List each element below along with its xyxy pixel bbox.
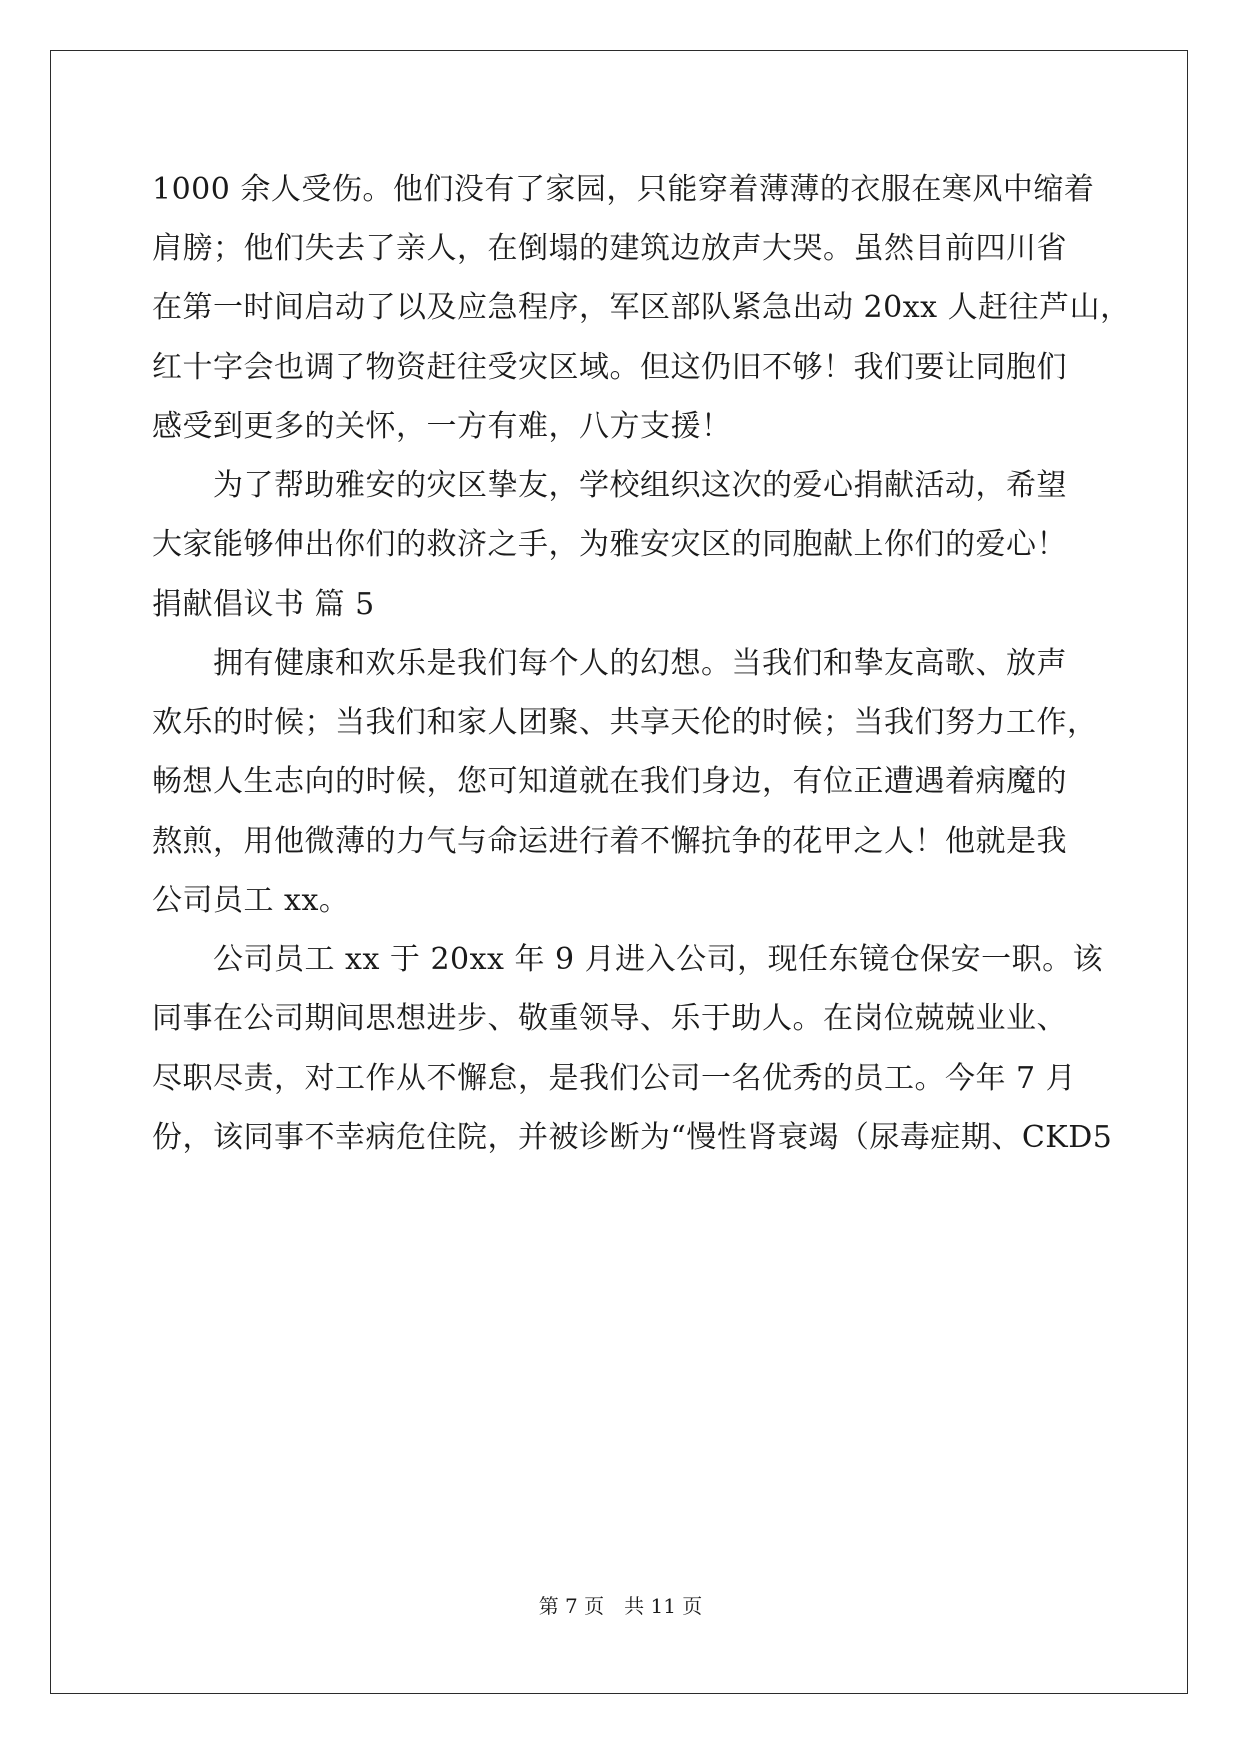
body-line-12: 熬煎，用他微薄的力气与命运进行着不懈抗争的花甲之人！他就是我	[152, 824, 1067, 859]
section-heading: 捐献倡议书 篇 5	[152, 587, 375, 622]
body-line-7: 大家能够伸出你们的救济之手，为雅安灾区的同胞献上你们的爱心！	[152, 527, 1067, 562]
body-line-11: 畅想人生志向的时候，您可知道就在我们身边，有位正遭遇着病魔的	[152, 764, 1067, 799]
page-footer: 第 7 页 共 11 页	[538, 1594, 703, 1618]
body-line-14: 公司员工 xx 于 20xx 年 9 月进入公司，现任东镜仓保安一职。该	[152, 942, 1104, 977]
body-line-9: 拥有健康和欢乐是我们每个人的幻想。当我们和挚友高歌、放声	[152, 646, 1067, 681]
body-line-15: 同事在公司期间思想进步、敬重领导、乐于助人。在岗位兢兢业业、	[152, 1001, 1067, 1036]
body-line-6: 为了帮助雅安的灾区挚友，学校组织这次的爱心捐献活动，希望	[152, 468, 1067, 503]
body-line-2: 肩膀；他们失去了亲人，在倒塌的建筑边放声大哭。虽然目前四川省	[152, 231, 1067, 266]
body-line-4: 红十字会也调了物资赶往受灾区域。但这仍旧不够！我们要让同胞们	[152, 350, 1067, 385]
body-line-3: 在第一时间启动了以及应急程序，军区部队紧急出动 20xx 人赶往芦山，	[152, 290, 1131, 325]
body-line-5: 感受到更多的关怀，一方有难，八方支援！	[152, 409, 732, 444]
body-line-16: 尽职尽责，对工作从不懈怠，是我们公司一名优秀的员工。今年 7 月	[152, 1061, 1077, 1096]
body-line-10: 欢乐的时候；当我们和家人团聚、共享天伦的时候；当我们努力工作，	[152, 705, 1098, 740]
body-line-17: 份，该同事不幸病危住院，并被诊断为“慢性肾衰竭（尿毒症期、CKD5	[152, 1120, 1113, 1155]
body-line-13: 公司员工 xx。	[152, 883, 350, 918]
body-line-1: 1000 余人受伤。他们没有了家园，只能穿着薄薄的衣服在寒风中缩着	[152, 172, 1095, 207]
